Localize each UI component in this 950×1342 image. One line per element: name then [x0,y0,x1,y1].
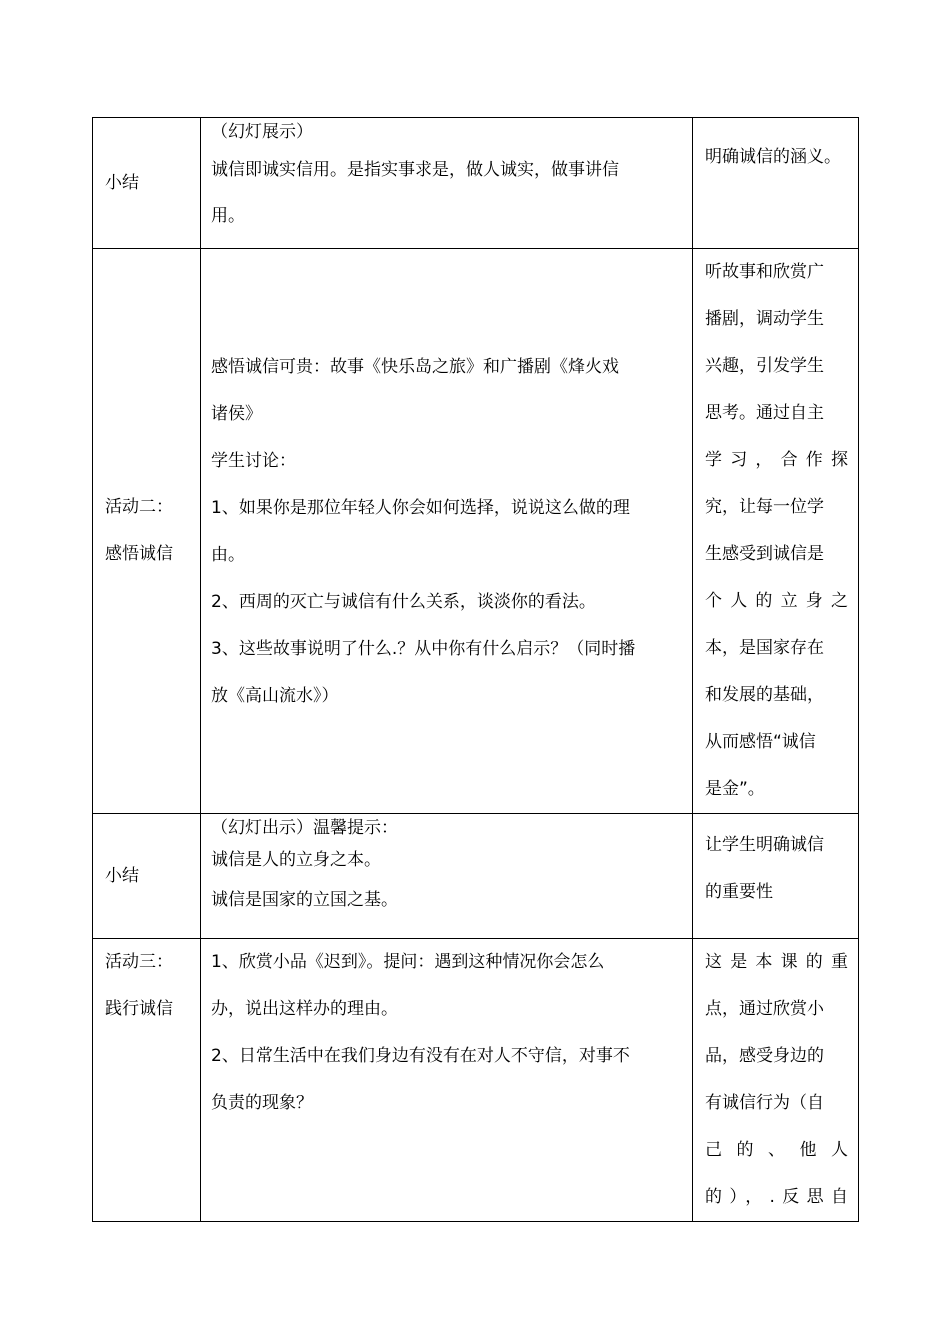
row-label-cell [93,939,201,1222]
note-line: 是金”。 [705,779,765,799]
content-line: （幻灯展示） [211,122,313,142]
note-line: 品，感受身边的 [705,1046,824,1066]
note-line: 本，是国家存在 [705,638,824,658]
note-line: 思考。通过自主 [705,403,824,423]
content-line: 学生讨论： [211,451,296,471]
note-line: 从而感悟“诚信 [705,732,816,752]
note-line: 的），.反思自 [705,1187,848,1207]
row-label: 小结 [105,865,139,886]
row-label: 活动二： [105,497,173,517]
note-line: 听故事和欣赏广 [705,262,824,282]
row-label: 活动三： [105,952,173,972]
row-label-cell [93,118,201,249]
content-cell [201,249,693,814]
note-cell [693,118,859,249]
row-label: 践行诚信 [105,999,173,1019]
content-cell [201,939,693,1222]
note-line: 点，通过欣赏小 [705,999,824,1019]
content-cell [201,814,693,939]
note-cell [693,939,859,1222]
content-line: 由。 [211,545,245,565]
note-line: 究，让每一位学 [705,497,824,517]
content-line: 诚信是人的立身之本。 [211,850,381,870]
note-line: 生感受到诚信是 [705,544,824,564]
table-row [93,249,859,814]
note-line: 有诚信行为（自 [705,1093,824,1113]
content-line: 诸侯》 [211,404,262,424]
content-line: 3、这些故事说明了什么.？从中你有什么启示？（同时播 [211,639,636,659]
content-line: 用。 [211,206,245,226]
content-line: 放《高山流水》） [211,686,339,706]
content-line: 2、日常生活中在我们身边有没有在对人不守信，对事不 [211,1046,630,1066]
content-line: 诚信是国家的立国之基。 [211,890,398,910]
lesson-plan-table [92,117,859,1222]
note-line: 这是本课的重 [705,952,848,972]
content-line: 感悟诚信可贵：故事《快乐岛之旅》和广播剧《烽火戏 [211,357,619,377]
note-line: 学习，合作探 [705,450,848,470]
content-line: 2、西周的灭亡与诚信有什么关系，谈淡你的看法。 [211,592,596,612]
content-line: （幻灯出示）温馨提示： [211,818,398,838]
note-cell [693,814,859,939]
note-line: 和发展的基础， [705,685,824,705]
note-cell [693,249,859,814]
note-line: 让学生明确诚信 [705,835,824,855]
content-line: 1、欣赏小品《迟到》。提问：遇到这种情况你会怎么 [211,952,605,972]
note-line: 个人的立身之 [705,591,848,611]
note-line: 的重要性 [705,882,773,902]
table-row [93,814,859,939]
table-row [93,118,859,249]
note-line: 播剧，调动学生 [705,309,824,329]
row-label-cell [93,814,201,939]
row-label-cell [93,249,201,814]
content-line: 1、如果你是那位年轻人你会如何选择，说说这么做的理 [211,498,630,518]
row-label: 小结 [105,172,139,193]
content-line: 办，说出这样办的理由。 [211,999,398,1019]
note-line: 己的、他人 [705,1140,848,1160]
content-line: 负责的现象？ [211,1093,313,1113]
note-line: 明确诚信的涵义。 [705,147,841,167]
content-line: 诚信即诚实信用。是指实事求是，做人诚实，做事讲信 [211,160,619,180]
row-label: 感悟诚信 [105,544,173,564]
table-row [93,939,859,1222]
note-line: 兴趣，引发学生 [705,356,824,376]
content-cell [201,118,693,249]
